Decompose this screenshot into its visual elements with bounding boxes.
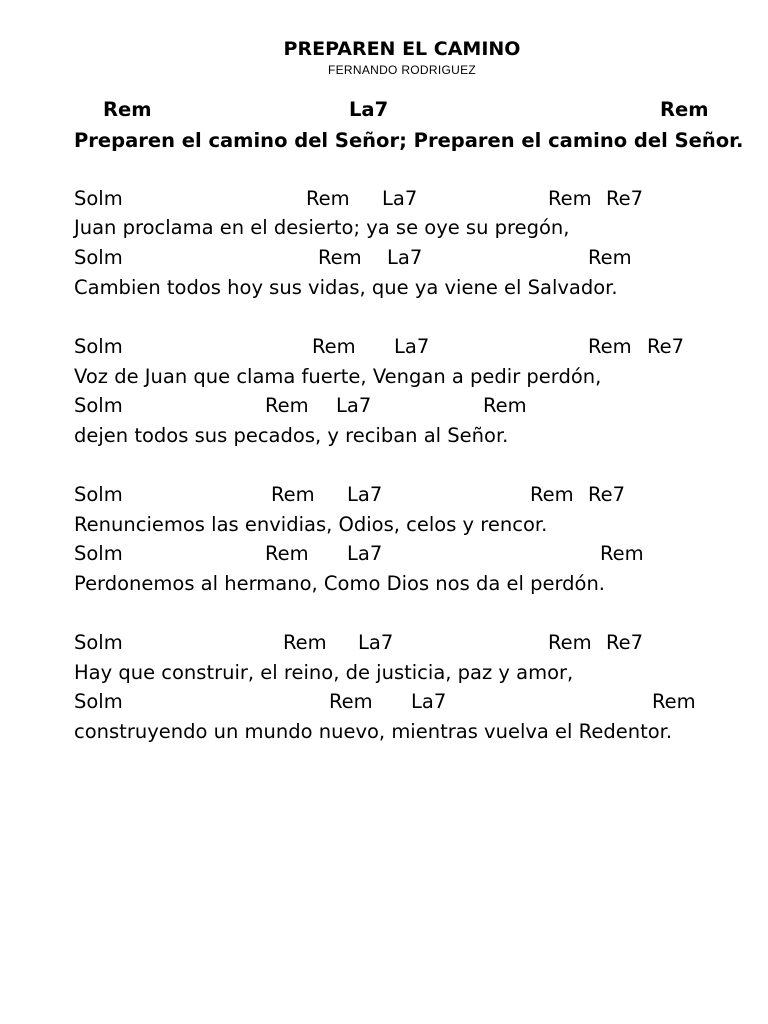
- chord: Solm: [74, 187, 123, 210]
- chord: Rem: [600, 542, 644, 565]
- chord: Solm: [74, 246, 123, 269]
- chord: La7: [347, 542, 383, 565]
- lyric-line: dejen todos sus pecados, y reciban al Señor.: [74, 424, 509, 447]
- lyric-line: Juan proclama en el desierto; ya se oye su pregón,: [74, 216, 570, 239]
- chord: Solm: [74, 394, 123, 417]
- chord: Rem: [318, 246, 362, 269]
- chord: Rem: [265, 394, 309, 417]
- chord: Rem: [483, 394, 527, 417]
- chord: Rem: [548, 187, 592, 210]
- chord: La7: [349, 98, 389, 121]
- chord: Rem: [306, 187, 350, 210]
- song-title: PREPAREN EL CAMINO: [283, 38, 521, 60]
- chord: Re7: [647, 335, 685, 358]
- lyric-line: Renunciemos las envidias, Odios, celos y rencor.: [74, 513, 548, 536]
- chord: La7: [358, 631, 394, 654]
- chord: La7: [411, 690, 447, 713]
- lyric-line: Voz de Juan que clama fuerte, Vengan a pedir perdón,: [74, 365, 602, 388]
- lyric-line: construyendo un mundo nuevo, mientras vuelva el Redentor.: [74, 720, 673, 743]
- chord: Solm: [74, 690, 123, 713]
- chord: Rem: [329, 690, 373, 713]
- song-author: FERNANDO RODRIGUEZ: [327, 63, 477, 77]
- chord: La7: [347, 483, 383, 506]
- chord: La7: [336, 394, 372, 417]
- chord: Rem: [265, 542, 309, 565]
- chord: Rem: [283, 631, 327, 654]
- chord: Rem: [530, 483, 574, 506]
- chord: Re7: [588, 483, 626, 506]
- chord: Solm: [74, 631, 123, 654]
- chord: La7: [382, 187, 418, 210]
- chord: Rem: [588, 246, 632, 269]
- chord: Rem: [588, 335, 632, 358]
- chord: Rem: [548, 631, 592, 654]
- chord: Rem: [271, 483, 315, 506]
- lyric-line: Hay que construir, el reino, de justicia, paz y amor,: [74, 661, 574, 684]
- chord: Solm: [74, 335, 123, 358]
- chord: Rem: [103, 98, 152, 121]
- chord: La7: [394, 335, 430, 358]
- chord: Solm: [74, 483, 123, 506]
- chord: Rem: [312, 335, 356, 358]
- chord: Re7: [606, 631, 644, 654]
- lyric-line: Cambien todos hoy sus vidas, que ya viene el Salvador.: [74, 276, 618, 299]
- chord: La7: [387, 246, 423, 269]
- chord: Rem: [652, 690, 696, 713]
- chorus-lyric-line: Preparen el camino del Señor; Preparen el camino del Señor.: [74, 129, 744, 152]
- chord: Solm: [74, 542, 123, 565]
- chord: Re7: [606, 187, 644, 210]
- lyric-line: Perdonemos al hermano, Como Dios nos da el perdón.: [74, 572, 606, 595]
- chord: Rem: [660, 98, 709, 121]
